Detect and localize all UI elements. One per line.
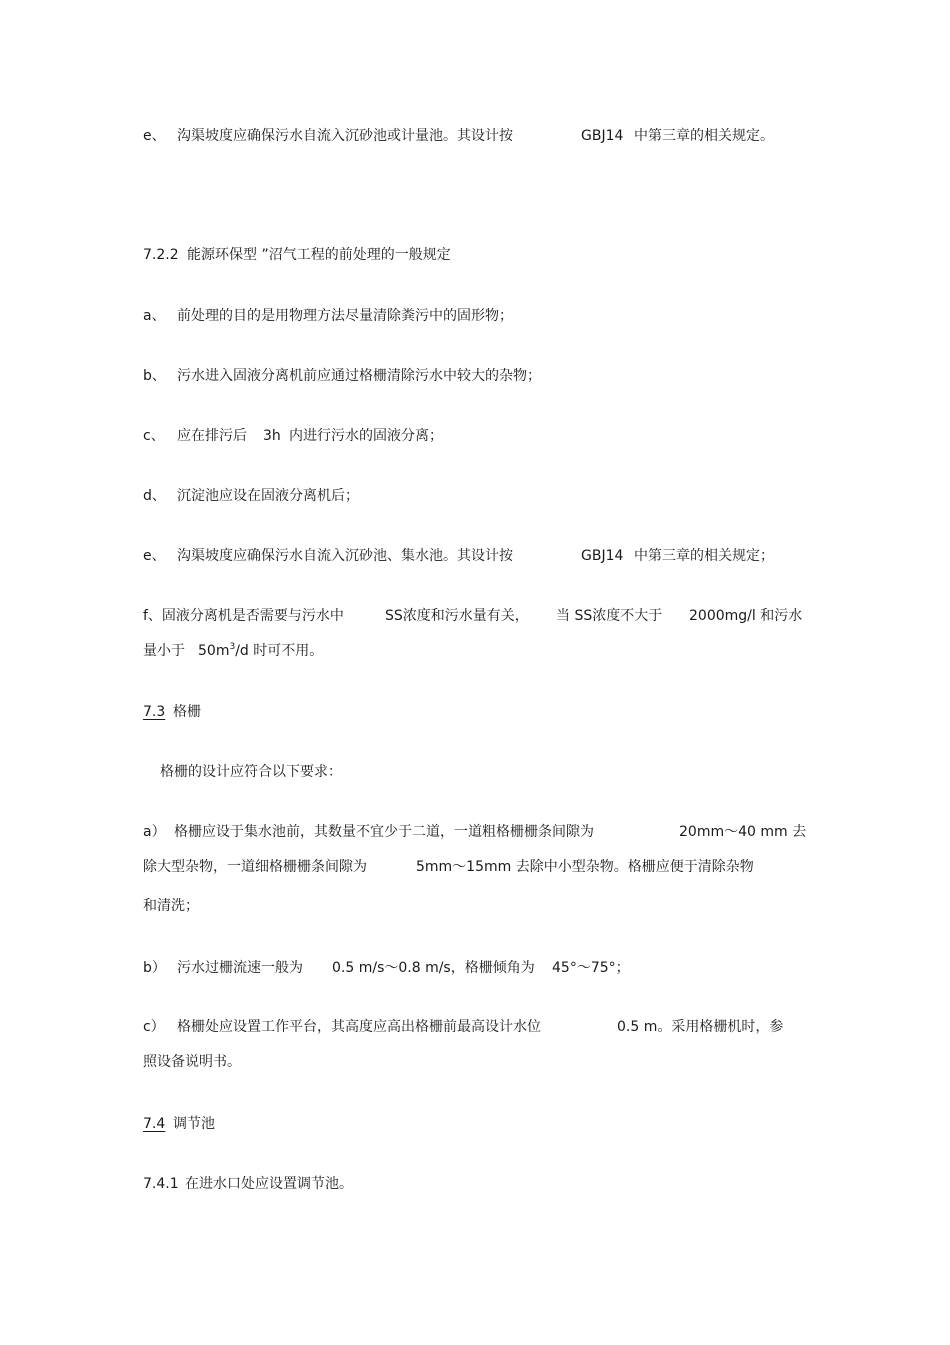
item-label: d、 (143, 488, 166, 504)
standard-code: GBJ14 (581, 548, 624, 564)
item-text: 5mm～15mm 去除中小型杂物。格栅应便于清除杂物 (416, 859, 754, 875)
item-text: 和清洗； (143, 898, 199, 914)
item-tail: 内进行污水的固液分离； (289, 428, 443, 444)
section-number: 7.2.2 (143, 247, 179, 263)
item-text: 沟渠坡度应确保污水自流入沉砂池、集水池。其设计按 (177, 548, 513, 564)
section-title: 能源环保型 ”沼气工程的前处理的一般规定 (187, 247, 451, 263)
item-text: 沟渠坡度应确保污水自流入沉砂池或计量池。其设计按 (177, 128, 513, 144)
section-number: 7.4.1 (143, 1176, 179, 1192)
item-text: 格栅处应设置工作平台，其高度应高出格栅前最高设计水位 (177, 1019, 541, 1035)
item-value: 45°～75°； (552, 960, 630, 976)
item-value: 0.5 m。采用格栅机时，参 (617, 1019, 784, 1035)
item-text: 当 SS浓度不大于 (556, 608, 663, 624)
item-label: c） (143, 1019, 165, 1035)
item-tail: 中第三章的相关规定； (634, 548, 774, 564)
item-text: SS浓度和污水量有关， (385, 608, 529, 624)
standard-code: GBJ14 (581, 128, 624, 144)
item-text: 格栅应设于集水池前，其数量不宜少于二道，一道粗格栅栅条间隙为 (174, 824, 594, 840)
item-value: 0.5 m/s～0.8 m/s，格栅倾角为 (332, 960, 535, 976)
item-value: $50m^3/d$ 时可不用。 (198, 642, 324, 659)
item-text: 沉淀池应设在固液分离机后； (177, 488, 359, 504)
section-title: 调节池 (173, 1116, 215, 1132)
item-text: 污水过栅流速一般为 (177, 960, 303, 976)
paragraph-text: 格栅的设计应符合以下要求： (160, 764, 342, 780)
item-text: 照设备说明书。 (143, 1054, 241, 1070)
item-value: 2000mg/l 和污水 (689, 608, 803, 624)
item-label: c、 (143, 428, 165, 444)
section-title: 在进水口处应设置调节池。 (185, 1176, 353, 1192)
item-text: 量小于 (143, 643, 185, 659)
item-value: 3h (263, 428, 281, 444)
item-text: 除大型杂物，一道细格栅栅条间隙为 (143, 859, 367, 875)
item-label: a） (143, 824, 166, 840)
item-label: a、 (143, 308, 166, 324)
item-text: 污水进入固液分离机前应通过格栅清除污水中较大的杂物； (177, 368, 541, 384)
item-tail: 中第三章的相关规定。 (634, 128, 774, 144)
item-label: b） (143, 960, 166, 976)
item-label: e、 (143, 548, 166, 564)
item-text: 应在排污后 (177, 428, 247, 444)
section-title: 格栅 (173, 704, 201, 720)
item-label: e、 (143, 128, 166, 144)
section-number: 7.3 (143, 704, 166, 720)
item-value: 20mm～40 mm 去 (679, 824, 807, 840)
superscript: 3 (229, 642, 236, 652)
item-label: b、 (143, 368, 166, 384)
section-number: 7.4 (143, 1116, 166, 1132)
item-text: f、固液分离机是否需要与污水中 (143, 608, 344, 624)
item-text: 前处理的目的是用物理方法尽量清除粪污中的固形物； (177, 308, 513, 324)
